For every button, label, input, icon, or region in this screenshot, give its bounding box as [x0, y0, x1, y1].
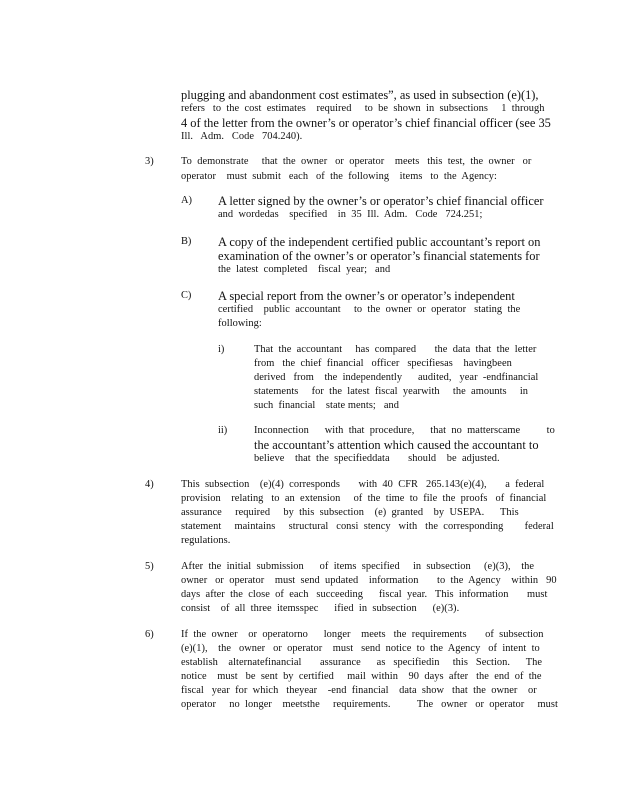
- subitem-line: examination of the owner’s or operator’s financial statements for: [218, 249, 540, 263]
- item-line: establish alternatefinancial assurance as specifiedin this Section. The: [181, 657, 543, 668]
- subsubitem-line: Inconnection with that procedure, that no matterscame to: [254, 425, 555, 436]
- subitem-line: and wordedas specified in 35 Ill. Adm. Code 724.251;: [218, 209, 483, 220]
- subsubitem-line: from the chief financial officer specifiesas havingbeen: [254, 358, 512, 369]
- item-line: provision relating to an extension of the time to file the proofs of financial: [181, 493, 547, 504]
- item-number: 6): [145, 629, 154, 640]
- item-line: regulations.: [181, 535, 231, 546]
- subsubitem-label: i): [218, 344, 225, 355]
- intro-line: plugging and abandonment cost estimates”, as used in subsection (e)(1),: [181, 88, 539, 102]
- subitem-line: A copy of the independent certified public accountant’s report on: [218, 235, 541, 249]
- item-line: If the owner or operatorno longer meets the requirements of subsection: [181, 629, 544, 640]
- subitem-label: A): [181, 195, 192, 206]
- item-line: operator no longer meetsthe requirements. The owner or operator must: [181, 699, 558, 710]
- item-line: This subsection (e)(4) corresponds with 40 CFR 265.143(e)(4), a federal: [181, 479, 545, 490]
- intro-line: 4 of the letter from the owner’s or operator’s chief financial officer (see 35: [181, 116, 551, 130]
- item-line: (e)(1), the owner or operator must send notice to the Agency of intent to: [181, 643, 540, 654]
- subitem-line: the latest completed fiscal year; and: [218, 264, 391, 275]
- item-line: assurance required by this subsection (e) granted by USEPA. This: [181, 507, 519, 518]
- item-number: 4): [145, 479, 154, 490]
- item-line: fiscal year for which theyear -end financial data show that the owner or: [181, 685, 537, 696]
- item-line: After the initial submission of items specified in subsection (e)(3), the: [181, 561, 535, 572]
- subsubitem-line: the accountant’s attention which caused the accountant to: [254, 438, 539, 452]
- intro-line: refers to the cost estimates required to be shown in subsections 1 through: [181, 103, 545, 114]
- subsubitem-line: derived from the independently audited, year -endfinancial: [254, 372, 539, 383]
- subsubitem-line: statements for the latest fiscal yearwith the amounts in: [254, 386, 529, 397]
- item-number: 3): [145, 156, 154, 167]
- subitem-label: C): [181, 290, 192, 301]
- item-line: notice must be sent by certified mail within 90 days after the end of the: [181, 671, 542, 682]
- subsubitem-line: That the accountant has compared the data that the letter: [254, 344, 537, 355]
- subitem-label: B): [181, 236, 192, 247]
- subitem-line: A special report from the owner’s or operator’s independent: [218, 289, 515, 303]
- intro-line: Ill. Adm. Code 704.240).: [181, 131, 303, 142]
- item-number: 5): [145, 561, 154, 572]
- item-line: operator must submit each of the following items to the Agency:: [181, 171, 497, 182]
- item-line: To demonstrate that the owner or operator meets this test, the owner or: [181, 156, 532, 167]
- item-line: owner or operator must send updated information to the Agency within 90: [181, 575, 557, 586]
- item-line: statement maintains structural consi stency with the corresponding federal: [181, 521, 554, 532]
- item-line: days after the close of each succeeding fiscal year. This information must: [181, 589, 548, 600]
- subitem-line: A letter signed by the owner’s or operator’s chief financial officer: [218, 194, 544, 208]
- subitem-line: following:: [218, 318, 262, 329]
- subsubitem-line: believe that the specifieddata should be adjusted.: [254, 453, 500, 464]
- subitem-line: certified public accountant to the owner or operator stating the: [218, 304, 521, 315]
- subsubitem-line: such financial state ments; and: [254, 400, 399, 411]
- item-line: consist of all three itemsspec ified in subsection (e)(3).: [181, 603, 460, 614]
- subsubitem-label: ii): [218, 425, 228, 436]
